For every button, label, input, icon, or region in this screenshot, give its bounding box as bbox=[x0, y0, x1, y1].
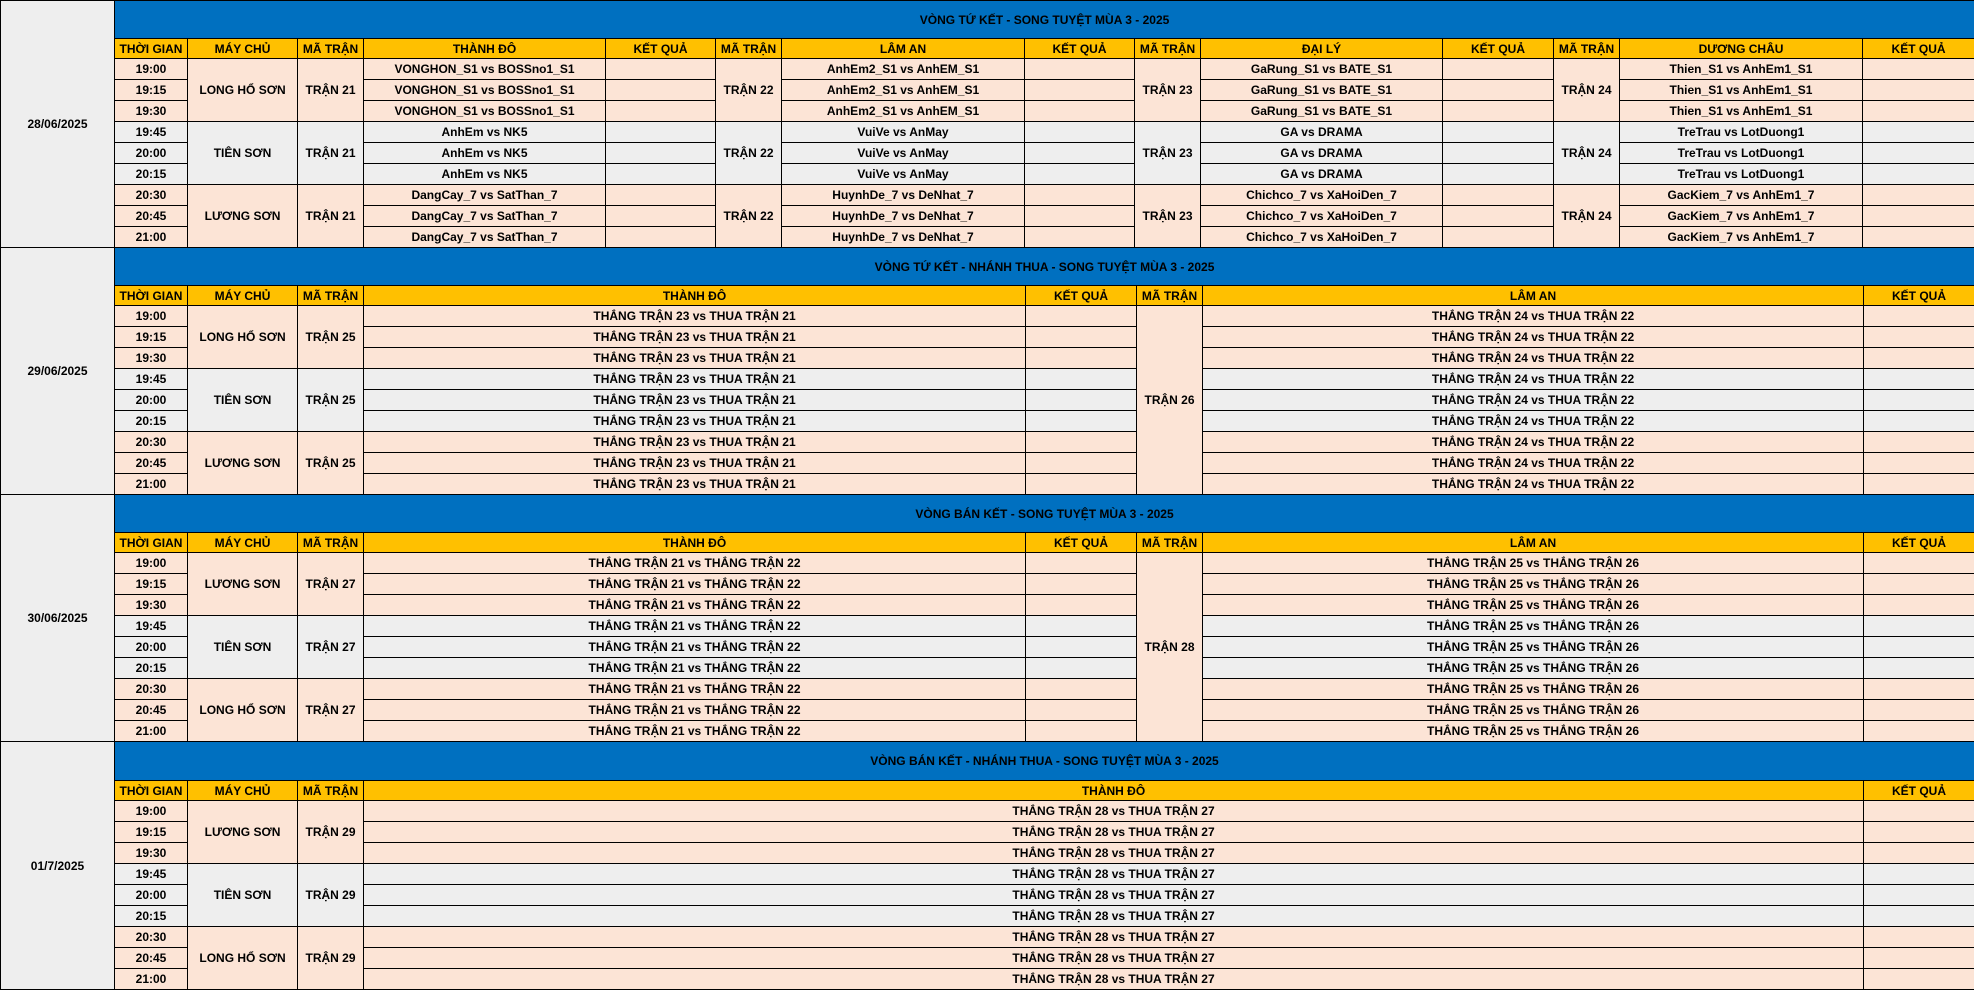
match-code-cell[interactable]: TRẬN 27 bbox=[298, 679, 364, 742]
match-cell[interactable]: THẮNG TRẬN 21 vs THẮNG TRẬN 22 bbox=[364, 574, 1026, 595]
server-cell[interactable]: LONG HỔ SƠN bbox=[188, 679, 298, 742]
header-code[interactable]: MÃ TRẬN bbox=[1137, 286, 1203, 306]
match-code-cell[interactable]: TRẬN 29 bbox=[298, 801, 364, 864]
match-cell[interactable]: THẮNG TRẬN 25 vs THẮNG TRẬN 26 bbox=[1203, 616, 1864, 637]
match-code-cell[interactable]: TRẬN 25 bbox=[298, 369, 364, 432]
match-cell[interactable]: VONGHON_S1 vs BOSSno1_S1 bbox=[364, 80, 606, 101]
result-cell[interactable] bbox=[1443, 164, 1554, 185]
match-cell[interactable]: THẮNG TRẬN 28 vs THUA TRẬN 27 bbox=[364, 864, 1864, 885]
time-cell[interactable]: 21:00 bbox=[115, 969, 188, 990]
time-cell[interactable]: 20:45 bbox=[115, 453, 188, 474]
result-cell[interactable] bbox=[1026, 453, 1137, 474]
time-cell[interactable]: 20:30 bbox=[115, 927, 188, 948]
header-time[interactable]: THỜI GIAN bbox=[115, 39, 188, 59]
match-cell[interactable]: THẮNG TRẬN 28 vs THUA TRẬN 27 bbox=[364, 948, 1864, 969]
time-cell[interactable]: 20:15 bbox=[115, 164, 188, 185]
match-cell[interactable]: HuynhDe_7 vs DeNhat_7 bbox=[782, 206, 1025, 227]
result-cell[interactable] bbox=[1864, 969, 1974, 990]
header-group[interactable]: THÀNH ĐÔ bbox=[364, 286, 1026, 306]
match-code-cell[interactable]: TRẬN 24 bbox=[1554, 59, 1620, 122]
match-cell[interactable]: Thien_S1 vs AnhEm1_S1 bbox=[1620, 101, 1863, 122]
result-cell[interactable] bbox=[1864, 822, 1974, 843]
match-cell[interactable]: THẮNG TRẬN 28 vs THUA TRẬN 27 bbox=[364, 969, 1864, 990]
result-cell[interactable] bbox=[1864, 432, 1974, 453]
result-cell[interactable] bbox=[1026, 658, 1137, 679]
result-cell[interactable] bbox=[1443, 59, 1554, 80]
result-cell[interactable] bbox=[1864, 574, 1974, 595]
match-cell[interactable]: THẮNG TRẬN 24 vs THUA TRẬN 22 bbox=[1203, 432, 1864, 453]
server-cell[interactable]: LONG HỔ SƠN bbox=[188, 59, 298, 122]
match-cell[interactable]: THẮNG TRẬN 24 vs THUA TRẬN 22 bbox=[1203, 369, 1864, 390]
time-cell[interactable]: 19:30 bbox=[115, 595, 188, 616]
semifinal-losers-table bbox=[0, 741, 1974, 990]
match-cell[interactable]: THẮNG TRẬN 25 vs THẮNG TRẬN 26 bbox=[1203, 700, 1864, 721]
result-cell[interactable] bbox=[1025, 227, 1135, 248]
time-cell[interactable]: 20:30 bbox=[115, 432, 188, 453]
match-cell[interactable]: VuiVe vs AnMay bbox=[782, 143, 1025, 164]
time-cell[interactable]: 19:00 bbox=[115, 306, 188, 327]
match-code-cell[interactable]: TRẬN 25 bbox=[298, 306, 364, 369]
match-cell[interactable]: THẮNG TRẬN 23 vs THUA TRẬN 21 bbox=[364, 327, 1026, 348]
result-cell[interactable] bbox=[1025, 164, 1135, 185]
result-cell[interactable] bbox=[1026, 306, 1137, 327]
match-cell[interactable]: VONGHON_S1 vs BOSSno1_S1 bbox=[364, 101, 606, 122]
match-cell[interactable]: Chichco_7 vs XaHoiDen_7 bbox=[1201, 185, 1443, 206]
result-cell[interactable] bbox=[1864, 616, 1974, 637]
header-group[interactable]: THÀNH ĐÔ bbox=[364, 781, 1864, 801]
result-cell[interactable] bbox=[1864, 700, 1974, 721]
header-code[interactable]: MÃ TRẬN bbox=[298, 781, 364, 801]
match-code-cell[interactable]: TRẬN 22 bbox=[716, 122, 782, 185]
result-cell[interactable] bbox=[1863, 59, 1974, 80]
header-time[interactable]: THỜI GIAN bbox=[115, 533, 188, 553]
server-cell[interactable]: TIÊN SƠN bbox=[188, 864, 298, 927]
match-cell[interactable]: THẮNG TRẬN 23 vs THUA TRẬN 21 bbox=[364, 348, 1026, 369]
match-cell[interactable]: VuiVe vs AnMay bbox=[782, 122, 1025, 143]
match-code-cell[interactable]: TRẬN 27 bbox=[298, 616, 364, 679]
result-cell[interactable] bbox=[1026, 616, 1137, 637]
time-cell[interactable]: 19:45 bbox=[115, 616, 188, 637]
match-cell[interactable]: THẮNG TRẬN 23 vs THUA TRẬN 21 bbox=[364, 390, 1026, 411]
match-cell[interactable]: VONGHON_S1 vs BOSSno1_S1 bbox=[364, 59, 606, 80]
result-cell[interactable] bbox=[1863, 143, 1974, 164]
result-cell[interactable] bbox=[1864, 721, 1974, 742]
header-group[interactable]: LÂM AN bbox=[1203, 533, 1864, 553]
result-cell[interactable] bbox=[1443, 122, 1554, 143]
result-cell[interactable] bbox=[606, 185, 716, 206]
time-cell[interactable]: 19:00 bbox=[115, 59, 188, 80]
match-cell[interactable]: THẮNG TRẬN 23 vs THUA TRẬN 21 bbox=[364, 432, 1026, 453]
match-cell[interactable]: THẮNG TRẬN 28 vs THUA TRẬN 27 bbox=[364, 843, 1864, 864]
header-group[interactable]: LÂM AN bbox=[782, 39, 1025, 59]
header-time[interactable]: THỜI GIAN bbox=[115, 781, 188, 801]
match-cell[interactable]: THẮNG TRẬN 21 vs THẮNG TRẬN 22 bbox=[364, 679, 1026, 700]
match-cell[interactable]: THẮNG TRẬN 23 vs THUA TRẬN 21 bbox=[364, 474, 1026, 495]
match-cell[interactable]: GA vs DRAMA bbox=[1201, 164, 1443, 185]
match-cell[interactable]: THẮNG TRẬN 25 vs THẮNG TRẬN 26 bbox=[1203, 679, 1864, 700]
result-cell[interactable] bbox=[1864, 553, 1974, 574]
result-cell[interactable] bbox=[1863, 206, 1974, 227]
result-cell[interactable] bbox=[1025, 122, 1135, 143]
match-cell[interactable]: DangCay_7 vs SatThan_7 bbox=[364, 206, 606, 227]
server-cell[interactable]: LONG HỔ SƠN bbox=[188, 306, 298, 369]
match-cell[interactable]: HuynhDe_7 vs DeNhat_7 bbox=[782, 227, 1025, 248]
result-cell[interactable] bbox=[1863, 122, 1974, 143]
header-code[interactable]: MÃ TRẬN bbox=[1554, 39, 1620, 59]
result-cell[interactable] bbox=[1864, 927, 1974, 948]
header-result[interactable]: KẾT QUẢ bbox=[606, 39, 716, 59]
match-cell[interactable]: THẮNG TRẬN 25 vs THẮNG TRẬN 26 bbox=[1203, 574, 1864, 595]
time-cell[interactable]: 20:15 bbox=[115, 906, 188, 927]
result-cell[interactable] bbox=[606, 122, 716, 143]
time-cell[interactable]: 20:00 bbox=[115, 143, 188, 164]
result-cell[interactable] bbox=[606, 206, 716, 227]
result-cell[interactable] bbox=[1025, 80, 1135, 101]
result-cell[interactable] bbox=[1864, 948, 1974, 969]
header-server[interactable]: MÁY CHỦ bbox=[188, 781, 298, 801]
match-code-cell[interactable]: TRẬN 28 bbox=[1137, 553, 1203, 742]
match-cell[interactable]: Thien_S1 vs AnhEm1_S1 bbox=[1620, 59, 1863, 80]
match-cell[interactable]: THẮNG TRẬN 25 vs THẮNG TRẬN 26 bbox=[1203, 595, 1864, 616]
section-semifinal-losers bbox=[0, 741, 1974, 989]
result-cell[interactable] bbox=[1026, 348, 1137, 369]
result-cell[interactable] bbox=[1026, 721, 1137, 742]
match-code-cell[interactable]: TRẬN 21 bbox=[298, 59, 364, 122]
match-cell[interactable]: THẮNG TRẬN 28 vs THUA TRẬN 27 bbox=[364, 801, 1864, 822]
header-result[interactable]: KẾT QUẢ bbox=[1026, 286, 1137, 306]
match-code-cell[interactable]: TRẬN 23 bbox=[1135, 122, 1201, 185]
header-code[interactable]: MÃ TRẬN bbox=[716, 39, 782, 59]
result-cell[interactable] bbox=[1863, 80, 1974, 101]
match-cell[interactable]: THẮNG TRẬN 24 vs THUA TRẬN 22 bbox=[1203, 306, 1864, 327]
result-cell[interactable] bbox=[1026, 432, 1137, 453]
time-cell[interactable]: 20:45 bbox=[115, 700, 188, 721]
result-cell[interactable] bbox=[1863, 164, 1974, 185]
time-cell[interactable]: 20:00 bbox=[115, 390, 188, 411]
result-cell[interactable] bbox=[606, 227, 716, 248]
result-cell[interactable] bbox=[1026, 637, 1137, 658]
time-cell[interactable]: 19:15 bbox=[115, 574, 188, 595]
match-cell[interactable]: THẮNG TRẬN 25 vs THẮNG TRẬN 26 bbox=[1203, 637, 1864, 658]
match-cell[interactable]: GA vs DRAMA bbox=[1201, 122, 1443, 143]
match-cell[interactable]: AnhEm2_S1 vs AnhEM_S1 bbox=[782, 59, 1025, 80]
server-cell[interactable]: LƯƠNG SƠN bbox=[188, 432, 298, 495]
match-cell[interactable]: DangCay_7 vs SatThan_7 bbox=[364, 185, 606, 206]
result-cell[interactable] bbox=[1863, 185, 1974, 206]
time-cell[interactable]: 20:45 bbox=[115, 948, 188, 969]
date-cell[interactable]: 01/7/2025 bbox=[1, 742, 115, 990]
match-cell[interactable]: THẮNG TRẬN 24 vs THUA TRẬN 22 bbox=[1203, 411, 1864, 432]
match-cell[interactable]: GacKiem_7 vs AnhEm1_7 bbox=[1620, 206, 1863, 227]
match-cell[interactable]: THẮNG TRẬN 25 vs THẮNG TRẬN 26 bbox=[1203, 658, 1864, 679]
match-cell[interactable]: Chichco_7 vs XaHoiDen_7 bbox=[1201, 227, 1443, 248]
match-cell[interactable]: AnhEm vs NK5 bbox=[364, 164, 606, 185]
header-group[interactable]: ĐẠI LÝ bbox=[1201, 39, 1443, 59]
time-cell[interactable]: 20:15 bbox=[115, 411, 188, 432]
result-cell[interactable] bbox=[1443, 185, 1554, 206]
time-cell[interactable]: 19:00 bbox=[115, 801, 188, 822]
quarterfinal-table bbox=[0, 0, 1974, 248]
time-cell[interactable]: 19:15 bbox=[115, 327, 188, 348]
server-cell[interactable]: LƯƠNG SƠN bbox=[188, 185, 298, 248]
header-group[interactable]: THÀNH ĐÔ bbox=[364, 39, 606, 59]
result-cell[interactable] bbox=[1864, 885, 1974, 906]
match-cell[interactable]: THẮNG TRẬN 23 vs THUA TRẬN 21 bbox=[364, 369, 1026, 390]
result-cell[interactable] bbox=[1026, 700, 1137, 721]
result-cell[interactable] bbox=[606, 143, 716, 164]
result-cell[interactable] bbox=[1864, 801, 1974, 822]
result-cell[interactable] bbox=[1864, 306, 1974, 327]
header-server[interactable]: MÁY CHỦ bbox=[188, 39, 298, 59]
match-code-cell[interactable]: TRẬN 23 bbox=[1135, 59, 1201, 122]
match-cell[interactable]: THẮNG TRẬN 21 vs THẮNG TRẬN 22 bbox=[364, 595, 1026, 616]
result-cell[interactable] bbox=[1443, 80, 1554, 101]
result-cell[interactable] bbox=[1026, 369, 1137, 390]
match-cell[interactable]: THẮNG TRẬN 25 vs THẮNG TRẬN 26 bbox=[1203, 721, 1864, 742]
match-cell[interactable]: THẮNG TRẬN 24 vs THUA TRẬN 22 bbox=[1203, 327, 1864, 348]
match-cell[interactable]: VuiVe vs AnMay bbox=[782, 164, 1025, 185]
match-cell[interactable]: THẮNG TRẬN 28 vs THUA TRẬN 27 bbox=[364, 885, 1864, 906]
result-cell[interactable] bbox=[1026, 390, 1137, 411]
header-server[interactable]: MÁY CHỦ bbox=[188, 533, 298, 553]
result-cell[interactable] bbox=[1026, 553, 1137, 574]
match-cell[interactable]: AnhEm2_S1 vs AnhEM_S1 bbox=[782, 101, 1025, 122]
match-cell[interactable]: GaRung_S1 vs BATE_S1 bbox=[1201, 80, 1443, 101]
result-cell[interactable] bbox=[1026, 474, 1137, 495]
result-cell[interactable] bbox=[1864, 327, 1974, 348]
match-cell[interactable]: THẮNG TRẬN 24 vs THUA TRẬN 22 bbox=[1203, 453, 1864, 474]
match-cell[interactable]: AnhEm2_S1 vs AnhEM_S1 bbox=[782, 80, 1025, 101]
result-cell[interactable] bbox=[606, 59, 716, 80]
header-group[interactable]: LÂM AN bbox=[1203, 286, 1864, 306]
section-semifinal bbox=[0, 494, 1974, 741]
time-cell[interactable]: 20:15 bbox=[115, 658, 188, 679]
result-cell[interactable] bbox=[1864, 864, 1974, 885]
match-cell[interactable]: GaRung_S1 vs BATE_S1 bbox=[1201, 59, 1443, 80]
server-cell[interactable]: TIÊN SƠN bbox=[188, 122, 298, 185]
result-cell[interactable] bbox=[1026, 411, 1137, 432]
section-title[interactable]: VÒNG TỨ KẾT - NHÁNH THUA - SONG TUYỆT MÙA 3 - 2025 bbox=[115, 248, 1974, 286]
match-cell[interactable]: THẮNG TRẬN 21 vs THẮNG TRẬN 22 bbox=[364, 721, 1026, 742]
match-code-cell[interactable]: TRẬN 26 bbox=[1137, 306, 1203, 495]
quarterfinal-losers-table bbox=[0, 247, 1974, 495]
result-cell[interactable] bbox=[1025, 101, 1135, 122]
result-cell[interactable] bbox=[1864, 348, 1974, 369]
result-cell[interactable] bbox=[1864, 411, 1974, 432]
server-cell[interactable]: LƯƠNG SƠN bbox=[188, 553, 298, 616]
header-group[interactable]: DƯƠNG CHÂU bbox=[1620, 39, 1863, 59]
match-cell[interactable]: TreTrau vs LotDuong1 bbox=[1620, 143, 1863, 164]
result-cell[interactable] bbox=[606, 101, 716, 122]
section-quarterfinal bbox=[0, 0, 1974, 247]
time-cell[interactable]: 21:00 bbox=[115, 721, 188, 742]
header-code[interactable]: MÃ TRẬN bbox=[1135, 39, 1201, 59]
match-code-cell[interactable]: TRẬN 22 bbox=[716, 185, 782, 248]
semifinal-table bbox=[0, 494, 1974, 742]
match-cell[interactable]: GaRung_S1 vs BATE_S1 bbox=[1201, 101, 1443, 122]
match-code-cell[interactable]: TRẬN 21 bbox=[298, 185, 364, 248]
match-cell[interactable]: DangCay_7 vs SatThan_7 bbox=[364, 227, 606, 248]
time-cell[interactable]: 19:15 bbox=[115, 822, 188, 843]
header-result[interactable]: KẾT QUẢ bbox=[1863, 39, 1974, 59]
result-cell[interactable] bbox=[1443, 101, 1554, 122]
match-cell[interactable]: HuynhDe_7 vs DeNhat_7 bbox=[782, 185, 1025, 206]
result-cell[interactable] bbox=[1863, 227, 1974, 248]
match-cell[interactable]: GacKiem_7 vs AnhEm1_7 bbox=[1620, 227, 1863, 248]
result-cell[interactable] bbox=[1443, 227, 1554, 248]
match-code-cell[interactable]: TRẬN 29 bbox=[298, 927, 364, 990]
time-cell[interactable]: 21:00 bbox=[115, 474, 188, 495]
result-cell[interactable] bbox=[1025, 185, 1135, 206]
section-quarterfinal-losers bbox=[0, 247, 1974, 494]
section-title[interactable]: VÒNG TỨ KẾT - SONG TUYỆT MÙA 3 - 2025 bbox=[115, 1, 1974, 39]
result-cell[interactable] bbox=[1026, 327, 1137, 348]
time-cell[interactable]: 21:00 bbox=[115, 227, 188, 248]
time-cell[interactable]: 19:00 bbox=[115, 553, 188, 574]
match-cell[interactable]: THẮNG TRẬN 21 vs THẮNG TRẬN 22 bbox=[364, 616, 1026, 637]
header-group[interactable]: THÀNH ĐÔ bbox=[364, 533, 1026, 553]
result-cell[interactable] bbox=[1025, 206, 1135, 227]
result-cell[interactable] bbox=[1864, 595, 1974, 616]
match-cell[interactable]: THẮNG TRẬN 21 vs THẮNG TRẬN 22 bbox=[364, 553, 1026, 574]
server-cell[interactable]: TIÊN SƠN bbox=[188, 616, 298, 679]
result-cell[interactable] bbox=[1026, 574, 1137, 595]
match-code-cell[interactable]: TRẬN 29 bbox=[298, 864, 364, 927]
result-cell[interactable] bbox=[1864, 390, 1974, 411]
time-cell[interactable]: 19:45 bbox=[115, 122, 188, 143]
header-time[interactable]: THỜI GIAN bbox=[115, 286, 188, 306]
header-result[interactable]: KẾT QUẢ bbox=[1864, 781, 1974, 801]
server-cell[interactable]: LONG HỔ SƠN bbox=[188, 927, 298, 990]
match-cell[interactable]: THẮNG TRẬN 28 vs THUA TRẬN 27 bbox=[364, 906, 1864, 927]
result-cell[interactable] bbox=[1864, 474, 1974, 495]
match-cell[interactable]: THẮNG TRẬN 25 vs THẮNG TRẬN 26 bbox=[1203, 553, 1864, 574]
result-cell[interactable] bbox=[1864, 679, 1974, 700]
result-cell[interactable] bbox=[1025, 143, 1135, 164]
time-cell[interactable]: 19:45 bbox=[115, 369, 188, 390]
match-cell[interactable]: THẮNG TRẬN 21 vs THẮNG TRẬN 22 bbox=[364, 700, 1026, 721]
match-cell[interactable]: THẮNG TRẬN 28 vs THUA TRẬN 27 bbox=[364, 927, 1864, 948]
match-code-cell[interactable]: TRẬN 24 bbox=[1554, 122, 1620, 185]
server-cell[interactable]: TIÊN SƠN bbox=[188, 369, 298, 432]
header-code[interactable]: MÃ TRẬN bbox=[298, 39, 364, 59]
time-cell[interactable]: 20:00 bbox=[115, 637, 188, 658]
match-cell[interactable]: THẮNG TRẬN 23 vs THUA TRẬN 21 bbox=[364, 453, 1026, 474]
date-cell[interactable]: 28/06/2025 bbox=[1, 1, 115, 248]
time-cell[interactable]: 19:30 bbox=[115, 101, 188, 122]
match-cell[interactable]: THẮNG TRẬN 23 vs THUA TRẬN 21 bbox=[364, 411, 1026, 432]
result-cell[interactable] bbox=[1025, 59, 1135, 80]
result-cell[interactable] bbox=[1863, 101, 1974, 122]
time-cell[interactable]: 19:45 bbox=[115, 864, 188, 885]
header-result[interactable]: KẾT QUẢ bbox=[1443, 39, 1554, 59]
match-cell[interactable]: THẮNG TRẬN 23 vs THUA TRẬN 21 bbox=[364, 306, 1026, 327]
result-cell[interactable] bbox=[1443, 143, 1554, 164]
match-code-cell[interactable]: TRẬN 22 bbox=[716, 59, 782, 122]
match-cell[interactable]: Chichco_7 vs XaHoiDen_7 bbox=[1201, 206, 1443, 227]
date-cell[interactable]: 30/06/2025 bbox=[1, 495, 115, 742]
result-cell[interactable] bbox=[1864, 637, 1974, 658]
result-cell[interactable] bbox=[1864, 453, 1974, 474]
match-cell[interactable]: THẮNG TRẬN 21 vs THẮNG TRẬN 22 bbox=[364, 658, 1026, 679]
time-cell[interactable]: 19:15 bbox=[115, 80, 188, 101]
header-result[interactable]: KẾT QUẢ bbox=[1025, 39, 1135, 59]
result-cell[interactable] bbox=[1864, 369, 1974, 390]
time-cell[interactable]: 20:30 bbox=[115, 679, 188, 700]
match-cell[interactable]: THẮNG TRẬN 24 vs THUA TRẬN 22 bbox=[1203, 390, 1864, 411]
result-cell[interactable] bbox=[1443, 206, 1554, 227]
header-code[interactable]: MÃ TRẬN bbox=[298, 286, 364, 306]
match-cell[interactable]: THẮNG TRẬN 24 vs THUA TRẬN 22 bbox=[1203, 348, 1864, 369]
match-cell[interactable]: AnhEm vs NK5 bbox=[364, 143, 606, 164]
header-result[interactable]: KẾT QUẢ bbox=[1864, 533, 1974, 553]
result-cell[interactable] bbox=[606, 164, 716, 185]
header-code[interactable]: MÃ TRẬN bbox=[1137, 533, 1203, 553]
result-cell[interactable] bbox=[606, 80, 716, 101]
result-cell[interactable] bbox=[1864, 843, 1974, 864]
match-cell[interactable]: THẮNG TRẬN 24 vs THUA TRẬN 22 bbox=[1203, 474, 1864, 495]
header-result[interactable]: KẾT QUẢ bbox=[1026, 533, 1137, 553]
match-cell[interactable]: Thien_S1 vs AnhEm1_S1 bbox=[1620, 80, 1863, 101]
result-cell[interactable] bbox=[1026, 595, 1137, 616]
match-cell[interactable]: TreTrau vs LotDuong1 bbox=[1620, 122, 1863, 143]
time-cell[interactable]: 20:30 bbox=[115, 185, 188, 206]
match-cell[interactable]: THẮNG TRẬN 28 vs THUA TRẬN 27 bbox=[364, 822, 1864, 843]
match-cell[interactable]: THẮNG TRẬN 21 vs THẮNG TRẬN 22 bbox=[364, 637, 1026, 658]
section-title[interactable]: VÒNG BÁN KẾT - NHÁNH THUA - SONG TUYỆT MÙA 3 - 2025 bbox=[115, 742, 1974, 781]
time-cell[interactable]: 20:00 bbox=[115, 885, 188, 906]
date-cell[interactable]: 29/06/2025 bbox=[1, 248, 115, 495]
match-cell[interactable]: TreTrau vs LotDuong1 bbox=[1620, 164, 1863, 185]
match-code-cell[interactable]: TRẬN 23 bbox=[1135, 185, 1201, 248]
time-cell[interactable]: 19:30 bbox=[115, 843, 188, 864]
time-cell[interactable]: 20:45 bbox=[115, 206, 188, 227]
time-cell[interactable]: 19:30 bbox=[115, 348, 188, 369]
result-cell[interactable] bbox=[1864, 658, 1974, 679]
header-server[interactable]: MÁY CHỦ bbox=[188, 286, 298, 306]
section-title[interactable]: VÒNG BÁN KẾT - SONG TUYỆT MÙA 3 - 2025 bbox=[115, 495, 1974, 533]
server-cell[interactable]: LƯƠNG SƠN bbox=[188, 801, 298, 864]
match-cell[interactable]: GacKiem_7 vs AnhEm1_7 bbox=[1620, 185, 1863, 206]
result-cell[interactable] bbox=[1864, 906, 1974, 927]
match-code-cell[interactable]: TRẬN 25 bbox=[298, 432, 364, 495]
header-result[interactable]: KẾT QUẢ bbox=[1864, 286, 1974, 306]
header-code[interactable]: MÃ TRẬN bbox=[298, 533, 364, 553]
match-cell[interactable]: AnhEm vs NK5 bbox=[364, 122, 606, 143]
match-code-cell[interactable]: TRẬN 21 bbox=[298, 122, 364, 185]
match-cell[interactable]: GA vs DRAMA bbox=[1201, 143, 1443, 164]
match-code-cell[interactable]: TRẬN 27 bbox=[298, 553, 364, 616]
result-cell[interactable] bbox=[1026, 679, 1137, 700]
match-code-cell[interactable]: TRẬN 24 bbox=[1554, 185, 1620, 248]
